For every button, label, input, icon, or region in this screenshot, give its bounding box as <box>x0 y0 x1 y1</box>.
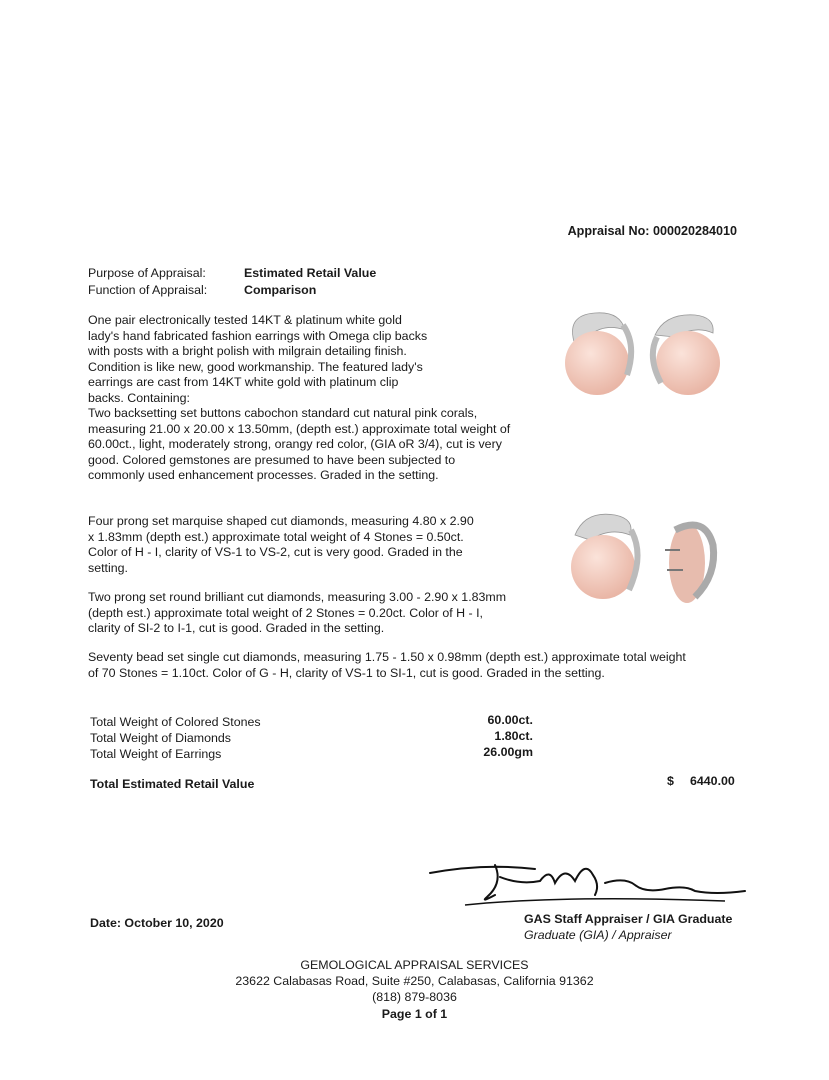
company-address: 23622 Calabasas Road, Suite #250, Calabasas, California 91362 <box>235 974 594 988</box>
page-number: Page 1 of 1 <box>381 1007 448 1021</box>
appraisal-number: Appraisal No: 000020284010 <box>567 224 737 238</box>
total-earrings-value: 26.00gm <box>483 745 533 759</box>
total-diamonds-label: Total Weight of Diamonds <box>90 731 231 745</box>
company-phone: (818) 879-8036 <box>372 990 457 1004</box>
purpose-value: Estimated Retail Value <box>244 266 377 280</box>
retail-value-amount: 6440.00 <box>690 774 735 788</box>
right-earring-shape <box>653 315 720 395</box>
clip-back-earring-shape <box>665 523 714 603</box>
description-paragraph-2: Two backsetting set buttons cabochon standard cut natural pink corals, measuring 21.00 x 20.00 x 13.50mm, (depth est.) approximate total weight of 60.00ct., light, moderately strong, orangy red color, (GIA oR 3/4), cut is very good. Colored gemstones are presumed to have been subjected to commonly used enhancement processes. Graded in the setting. <box>88 406 511 483</box>
total-diamonds-value: 1.80ct. <box>494 729 533 743</box>
currency-symbol: $ <box>667 774 674 788</box>
handwritten-signature <box>425 855 755 915</box>
left-earring-shape <box>565 313 631 395</box>
appraisal-date: Date: October 10, 2020 <box>90 916 224 930</box>
total-earrings-label: Total Weight of Earrings <box>90 747 222 761</box>
function-value: Comparison <box>244 283 317 297</box>
appraiser-title: GAS Staff Appraiser / GIA Graduate <box>524 912 733 926</box>
retail-value-label: Total Estimated Retail Value <box>90 777 255 791</box>
total-colored-stones-value: 60.00ct. <box>487 713 533 727</box>
total-colored-stones-label: Total Weight of Colored Stones <box>90 715 261 729</box>
earrings-front-photo <box>545 305 745 405</box>
front-earring-shape <box>571 514 638 599</box>
description-paragraph-4: Two prong set round brilliant cut diamonds, measuring 3.00 - 2.90 x 1.83mm (depth est.) approximate total weight of 2 Stones = 0.20ct. Color of H - I, clarity of SI-2 to I-1, cut is good. Graded in the setting. <box>88 590 507 636</box>
company-name: GEMOLOGICAL APPRAISAL SERVICES <box>300 958 529 972</box>
description-paragraph-5: Seventy bead set single cut diamonds, measuring 1.75 - 1.50 x 0.98mm (depth est.) approximate total weight of 70 Stones = 1.10ct. Color of G - H, clarity of VS-1 to SI-1, cut is good. Graded in the setting. <box>88 650 686 680</box>
description-paragraph-1: One pair electronically tested 14KT & platinum white gold lady's hand fabricated fashion earrings with Omega clip backs with posts with a bright polish with milgrain detailing finish. Condition is like new, good workmanship. The featured lady's earrings are cast from 14KT white gold with platinum clip backs. Containing: <box>88 313 428 405</box>
description-paragraph-3: Four prong set marquise shaped cut diamonds, measuring 4.80 x 2.90 x 1.83mm (depth est.) approximate total weight of 4 Stones = 0.50ct. Color of H - I, clarity of VS-1 to VS-2, cut is very good. Graded in the setting. <box>88 514 474 575</box>
purpose-label: Purpose of Appraisal: <box>88 266 206 280</box>
appraiser-subtitle: Graduate (GIA) / Appraiser <box>524 928 672 942</box>
earrings-side-photo <box>555 505 735 605</box>
function-label: Function of Appraisal: <box>88 283 208 297</box>
